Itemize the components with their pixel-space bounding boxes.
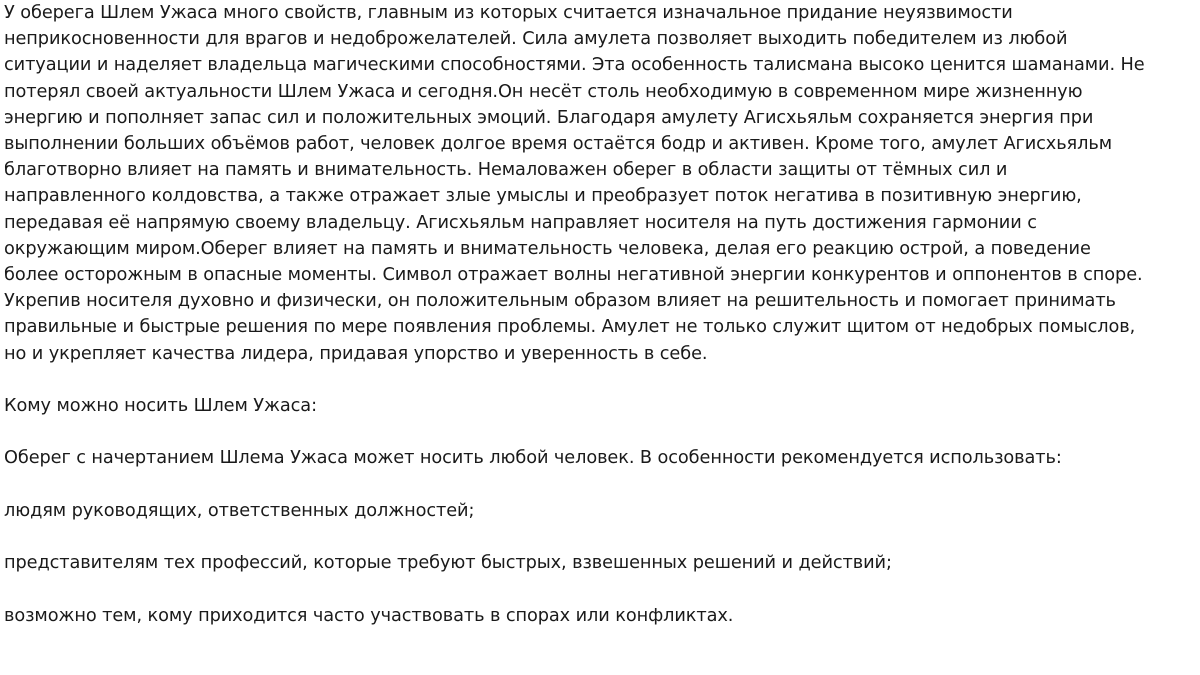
paragraph-spacer [4,367,1198,393]
paragraph-spacer [4,576,1198,602]
intro-line: ситуации и наделяет владельца магическими способностями. Эта особенность талисмана высоко ценится шаманами. Не [4,55,1145,76]
intro-line: выполнении больших объёмов работ, человек долгое время остаётся бодр и активен. Кроме того, амулет Агисхьяльм [4,134,1112,155]
intro-line: окружающим миром.Оберег влияет на память и внимательность человека, делая его реакцию острой, а поведение [4,238,1091,259]
intro-line: но и укрепляет качества лидера, придавая упорство и уверенность в себе. [4,343,708,364]
intro-line: У оберега Шлем Ужаса много свойств, главным из которых считается изначальное придание неуязвимости [4,3,1013,23]
recommendation-text: Оберег с начертанием Шлема Ужаса может носить любой человек. В особенности рекомендуется использовать: [4,448,1062,469]
document-body [4,0,1198,629]
section-heading: Кому можно носить Шлем Ужаса: [4,396,317,417]
paragraph-spacer [4,472,1198,498]
list-item: возможно тем, кому приходится часто участвовать в спорах или конфликтах. [4,605,734,626]
intro-line: неприкосновенности для врагов и недоброжелателей. Сила амулета позволяет выходить победителем из любой [4,29,1068,50]
list-item: представителям тех профессий, которые требуют быстрых, взвешенных решений и действий; [4,553,892,574]
intro-line: энергию и пополняет запас сил и положительных эмоций. Благодаря амулету Агисхьяльм сохраняется энергия при [4,107,1094,128]
intro-line: правильные и быстрые решения по мере появления проблемы. Амулет не только служит щитом от недобрых помыслов, [4,317,1136,338]
intro-line: благотворно влияет на память и внимательность. Немаловажен оберег в области защиты от тёмных сил и [4,160,1008,181]
intro-paragraph [4,0,1198,367]
intro-line: передавая её напрямую своему владельцу. Агисхьяльм направляет носителя на путь достижения гармонии с [4,212,1037,233]
paragraph-spacer [4,524,1198,550]
intro-line: более осторожным в опасные моменты. Символ отражает волны негативной энергии конкурентов и оппонентов в споре. [4,265,1143,286]
intro-line: Укрепив носителя духовно и физически, он положительным образом влияет на решительность и помогает принимать [4,291,1116,312]
intro-line: направленного колдовства, а также отражает злые умыслы и преобразует поток негатива в позитивную энергию, [4,186,1082,207]
paragraph-spacer [4,419,1198,445]
intro-line: потерял своей актуальности Шлем Ужаса и сегодня.Он несёт столь необходимую в современном мире жизненную [4,81,1083,102]
list-item: людям руководящих, ответственных должностей; [4,500,475,521]
